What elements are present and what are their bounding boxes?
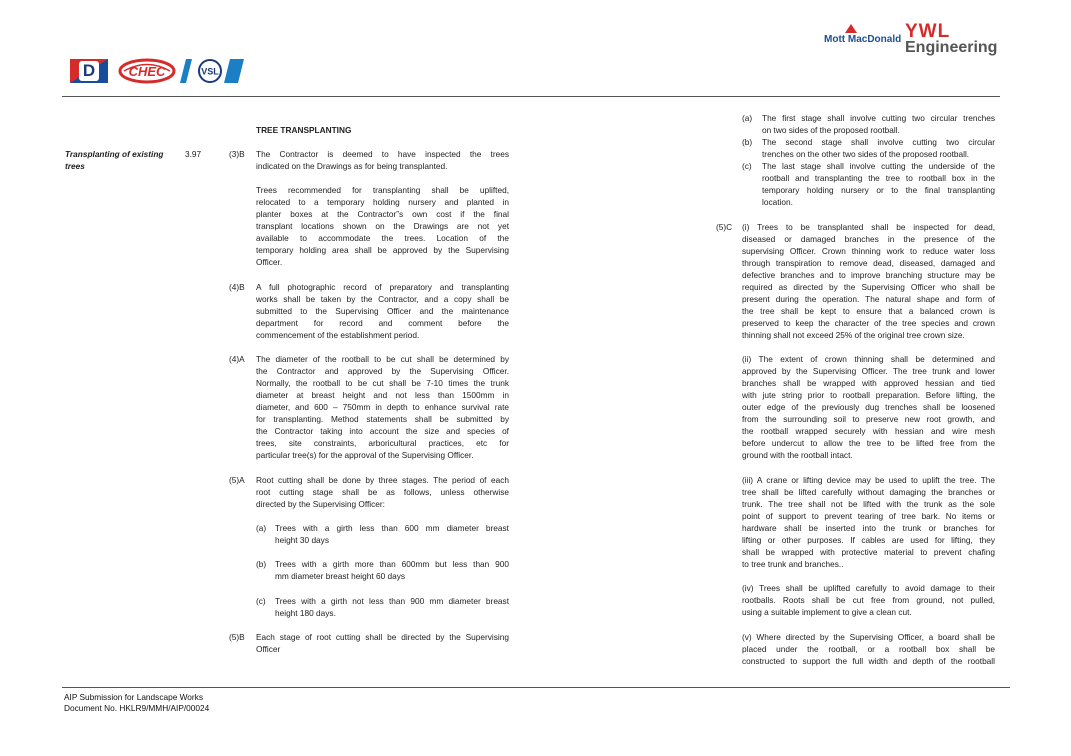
- text-line: the Contractor taking into account the size and species of: [256, 426, 509, 436]
- text-line: The last stage shall involve cutting the underside of the: [762, 161, 995, 171]
- text-line: (ii) The extent of crown thinning shall be determined and: [742, 354, 995, 364]
- text-line: the tree shall be kept to ensure that a balanced crown is: [742, 306, 995, 316]
- text-line: trenches on the other two sides of the proposed rootball.: [762, 149, 970, 159]
- list-label: (b): [742, 137, 753, 147]
- clause-4b-text: [256, 281, 509, 341]
- text-line: Normally, the rootball to be cut shall be 7-10 times the trunk: [256, 378, 509, 388]
- text-line: through transpiration to remove dead, diseased, damaged and: [742, 258, 995, 268]
- text-line: with jute string prior to rootball preparation. Before lifting, the: [742, 390, 995, 400]
- text-line: root cutting stage shall be as follows, unless otherwise: [256, 487, 509, 497]
- text-line: point of support to prevent tearing of tree bark. No items or: [742, 511, 995, 521]
- mott-macdonald-logo: Mott MacDonald: [824, 34, 902, 45]
- clause-5c-para-iv: [742, 582, 995, 618]
- text-line: preserved to keep the character of the tree species and crown: [742, 318, 995, 328]
- text-line: location.: [762, 197, 793, 207]
- chec-logo-text: CHEC: [128, 64, 166, 79]
- text-line: works shall be taken by the Contractor, and a copy shall be: [256, 294, 509, 304]
- text-line: diseased or damaged branches in the presence of the: [742, 234, 995, 244]
- text-line: available to accommodate the trees. Location of the: [256, 233, 509, 243]
- text-line: (iii) A crane or lifting device may be used to uplift the tree. The: [742, 475, 995, 485]
- text-line: A full photographic record of preparatory and transplanting: [256, 282, 509, 292]
- list-label: (c): [742, 161, 752, 171]
- text-line: (v) Where directed by the Supervising Officer, a board shall be: [742, 632, 995, 642]
- clause-5b-text: [256, 631, 509, 655]
- text-line: temporary holding nursery or to the final transplanting: [762, 185, 995, 195]
- text-line: height 180 days.: [275, 608, 336, 618]
- text-line: relocated to a temporary holding nursery and planted in: [256, 197, 509, 207]
- chec-logo: [118, 58, 176, 84]
- text-line: approved by the Supervising Officer. The tree trunk and lower: [742, 366, 995, 376]
- text-line: Trees with a girth less than 600 mm diameter breast: [275, 523, 509, 533]
- list-label: (a): [256, 523, 267, 533]
- text-line: temporary holding area shall be approved by the Supervising: [256, 245, 509, 255]
- clause-5c-para-ii: [742, 353, 995, 461]
- list-label: (b): [256, 559, 267, 569]
- clause-code-4a: (4)A: [229, 354, 245, 364]
- text-line: department for record and comment before the: [256, 318, 509, 328]
- text-line: (iv) Trees shall be uplifted carefully to avoid damage to their: [742, 583, 995, 593]
- footer-rule: [62, 687, 1010, 688]
- header-rule: [62, 96, 1000, 97]
- text-line: (i) Trees to be transplanted shall be inspected for dead,: [742, 222, 995, 232]
- mott-macdonald-icon: [845, 24, 857, 33]
- text-line: outer edge of the previously dug trenches shall be loosened: [742, 402, 995, 412]
- text-line: submitted to the Supervising Officer and the maintenance: [256, 306, 509, 316]
- clause-code-5a: (5)A: [229, 475, 245, 485]
- text-line: planter boxes at the Contractor”s own cost if the final: [256, 209, 509, 219]
- text-line: supervising Officer. Crown thinning work to reduce water loss: [742, 246, 995, 256]
- text-line: rootballs. Roots shall be cut free from ground, not pulled,: [742, 595, 995, 605]
- text-line: hardware shall be inserted into the trunk or branches for: [742, 523, 995, 533]
- list-item: [275, 558, 509, 582]
- text-line: diameter, and 600 – 750mm in depth to enhance survival rate: [256, 402, 509, 412]
- clause-number: 3.97: [185, 149, 202, 159]
- list-item: [762, 136, 995, 160]
- ywl-engineering-logo: Engineering: [905, 39, 998, 56]
- text-line: tree shall be lifted carefully without damaging the branches or: [742, 487, 995, 497]
- text-line: on two sides of the proposed rootball.: [762, 125, 900, 135]
- clause-5c-para-iii: [742, 474, 995, 570]
- vsl-logo: [180, 59, 244, 83]
- text-line: shall be wrapped with protective material to prevent chafing: [742, 547, 995, 557]
- list-item: [762, 112, 995, 136]
- text-line: branches shall be wrapped with approved hessian and tied: [742, 378, 995, 388]
- clause-code-3b: (3)B: [229, 149, 245, 159]
- text-line: The diameter of the rootball to be cut shall be determined by: [256, 354, 509, 364]
- list-item: [762, 160, 995, 208]
- clause-code-4b: (4)B: [229, 282, 245, 292]
- text-line: Trees with a girth more than 600mm but less than 900: [275, 559, 509, 569]
- text-line: Trees with a girth not less than 900 mm diameter breast: [275, 596, 509, 606]
- footer-document-number: Document No. HKLR9/MMH/AIP/00024: [64, 703, 210, 713]
- list-label: (c): [256, 596, 266, 606]
- text-line: the Contractor and approved by the Supervising Officer.: [256, 366, 509, 376]
- clause-code-5c: (5)C: [716, 222, 733, 232]
- clause-5c-para-v: [742, 631, 995, 667]
- text-line: trunk. The tree shall not be lifted with the trunk as the sole: [742, 499, 995, 509]
- text-line: the rootball wrapped securely with hessian and wire mesh: [742, 426, 995, 436]
- text-line: Trees recommended for transplanting shall be uplifted,: [256, 185, 509, 195]
- text-line: for transplanting. Method statements shall be submitted by: [256, 414, 509, 424]
- clause-5a-text: [256, 474, 509, 510]
- text-line: from the surrounding soil to preserve new root growth, and: [742, 414, 995, 424]
- text-line: lifting or other purposes. If cables are used for lifting, they: [742, 535, 995, 545]
- text-line: The Contractor is deemed to have inspected the trees: [256, 149, 509, 159]
- dragages-logo-letter: D: [79, 61, 99, 81]
- section-title: TREE TRANSPLANTING: [256, 125, 352, 135]
- text-line: present during the operation. The natural shape and form of: [742, 294, 995, 304]
- text-line: particular tree(s) for the approval of the Supervising Officer.: [256, 450, 474, 460]
- text-line: placed under the rootball, or a rootball box shall be: [742, 644, 995, 654]
- text-line: commencement of the establishment period.: [256, 330, 420, 340]
- text-line: to tree trunk and branches..: [742, 559, 844, 569]
- text-line: mm diameter breast height 60 days: [275, 571, 406, 581]
- footer-title: AIP Submission for Landscape Works: [64, 692, 203, 702]
- ywl-logo: YWL: [905, 21, 951, 42]
- text-line: directed by the Supervising Officer:: [256, 499, 385, 509]
- text-line: Root cutting shall be done by three stages. The period of each: [256, 475, 509, 485]
- list-item: [275, 595, 509, 619]
- text-line: diameter at breast height and not less than 1500mm in: [256, 390, 509, 400]
- clause-5c-para-i: [742, 221, 995, 341]
- clause-4a-text: [256, 353, 509, 461]
- text-line: Each stage of root cutting shall be directed by the Supervising: [256, 632, 509, 642]
- text-line: constructed to support the full width and depth of the rootball: [742, 656, 995, 666]
- text-line: Officer.: [256, 257, 283, 267]
- side-heading-line1: Transplanting of existing: [65, 149, 164, 159]
- text-line: Officer: [256, 644, 281, 654]
- text-line: defective branches and to improve branching structure may be: [742, 270, 995, 280]
- text-line: using a suitable implement to give a clean cut.: [742, 607, 912, 617]
- text-line: before undercut to allow the tree to be lifted free from the: [742, 438, 995, 448]
- clause-3b-para2: [256, 184, 509, 268]
- text-line: transplant locations shown on the Drawings are not yet: [256, 221, 509, 231]
- text-line: ground with the rootball intact.: [742, 450, 853, 460]
- list-label: (a): [742, 113, 753, 123]
- list-item: [275, 522, 509, 546]
- text-line: indicated on the Drawings as for being transplanted.: [256, 161, 448, 171]
- clause-code-5b: (5)B: [229, 632, 245, 642]
- dragages-logo: [70, 59, 108, 83]
- vsl-logo-text: VSL: [201, 66, 219, 77]
- text-line: required as directed by the Supervising Officer who shall be: [742, 282, 995, 292]
- text-line: trees, site constraints, arboricultural practices, etc for: [256, 438, 509, 448]
- clause-3b-para1: [256, 148, 509, 172]
- text-line: The first stage shall involve cutting two circular trenches: [762, 113, 995, 123]
- text-line: rootball and transplanting the tree to rootball box in the: [762, 173, 995, 183]
- text-line: thinning shall not exceed 25% of the original tree crown size.: [742, 330, 965, 340]
- side-heading-line2: trees: [65, 161, 85, 171]
- text-line: height 30 days: [275, 535, 329, 545]
- text-line: The second stage shall involve cutting two circular: [762, 137, 995, 147]
